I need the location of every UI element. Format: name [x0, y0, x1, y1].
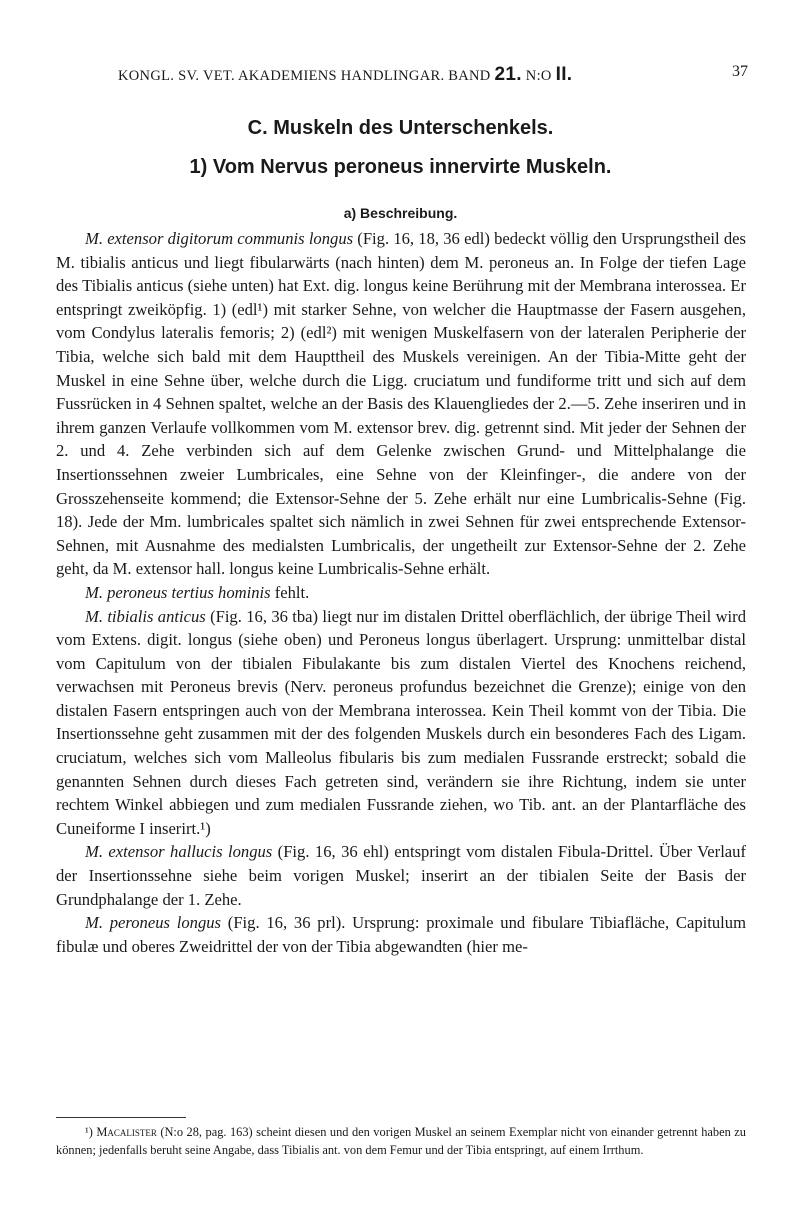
muscle-name: M. tibialis anticus: [85, 606, 206, 626]
footnote: ¹) Macalister (N:o 28, pag. 163) scheint diesen und den vorigen Muskel an seinem Exemplar nicht von einander getrennt haben zu können; jedenfalls beruht seine Angabe, dass Tibialis ant. von dem Femur und der Tibia entspringt, auf einem Irrthum.: [56, 1125, 746, 1157]
paragraph: M. peroneus tertius hominis fehlt.: [85, 582, 310, 602]
body-text: [56, 227, 746, 958]
section-title: C. Muskeln des Unterschenkels.: [247, 117, 554, 139]
page-number: 37: [732, 63, 748, 80]
muscle-name: M. extensor hallucis longus: [85, 842, 273, 862]
running-header: [58, 60, 748, 84]
subsection-title: 1) Vom Nervus peroneus innervirte Muskeln.: [189, 156, 612, 178]
subsubsection-title: a) Beschreibung.: [343, 205, 458, 221]
footnote-author: Macalister: [96, 1125, 157, 1139]
muscle-name: M. extensor digitorum communis longus: [85, 229, 354, 248]
footnote-divider: [56, 1117, 186, 1118]
paragraph: M. tibialis anticus (Fig. 16, 36 tba) liegt nur im distalen Drittel oberflächlich, der übrige Theil wird vom Extens. digit. longus (siehe oben) und Peroneus longus überlagert. Ursprung: unmittelbar distal vom Capitulum von der tibialen Fibulakante bis zum distalen Viertel des Knochens reichend, verwachsen mit Peroneus brevis (Nerv. peroneus profundus bezeichnet die Grenze); einige von den distalen Fasern entspringen auch von der Membrana interossea. Kein Theil kommt von der Tibia. Die Insertionssehne geht zusammen mit der des folgenden Muskels durch ein besonderes Fach des Ligam. cruciatum, welches sich vom Malleolus fibularis bis zum medialen Fussrande erstreckt; sobald die genannten Sehnen durch dieses Fach getreten sind, verändern sie ihre Richtung, indem sie unter rechtem Winkel abbiegen und zum medialen Fussrande ziehen, wo Tib. ant. an der Plantarfläche des Cuneiforme I inserirt.¹): [56, 606, 746, 838]
paragraph: M. extensor hallucis longus (Fig. 16, 36 ehl) entspringt vom distalen Fibula-Drittel. Über Verlauf der Insertionssehne siehe beim vorigen Muskel; inserirt an der tibialen Seite der Basis der Grundphalange der 1. Zehe.: [56, 842, 746, 909]
running-head: KONGL. SV. VET. AKADEMIENS HANDLINGAR. BAND 21. N:O II.: [118, 64, 573, 85]
paragraph: M. extensor digitorum communis longus (Fig. 16, 18, 36 edl) bedeckt völlig den Ursprungstheil des M. tibialis anticus und liegt fibularwärts (nach hinten) dem M. peroneus an. In Folge der tiefen Lage des Tibialis anticus (siehe unten) hat Ext. dig. longus keine Berührung mit der Membrana interossea. Er entspringt zweiköpfig. 1) (edl¹) mit starker Sehne, von welcher die Hauptmasse der Fasern ausgehen, vom Condylus lateralis femoris; 2) (edl²) mit wenigen Muskelfasern von der lateralen Peripherie der Tibia, welche sich bald mit dem Haupttheil des Muskels vereinigen. An der Tibia-Mitte geht der Muskel in eine Sehne über, welche durch die Ligg. cruciatum und fundiforme tritt und sich auf dem Fussrücken in 4 Sehnen spaltet, welche an der Basis des Klauengliedes der 2.—5. Zehe inseriren und in ihrem ganzen Verlaufe vollkommen vom M. extensor brev. dig. getrennt sind. Mit jeder der Sehnen der 2. und 4. Zehe verbinden sich auf dem Gelenke zwischen Grund- und Mittelphalange die Insertionssehnen zweier Lumbricales, eine Sehne von der Kleinfinger-, die andere von der Grosszehenseite kommend; die Extensor-Sehne der 5. Zehe erhält nur eine Lumbricalis-Sehne (Fig. 18). Jede der Mm. lumbricales spaltet sich nämlich in zwei Sehnen für zwei entsprechende Extensor-Sehnen, mit Ausnahme des medialsten Lumbricalis, der ungetheilt zur Extensor-Sehne der 2. Zehe geht, da M. extensor hall. longus keine Lumbricalis-Sehne erhält.: [56, 229, 746, 579]
muscle-name: M. peroneus tertius hominis: [85, 582, 271, 602]
muscle-name: M. peroneus longus: [85, 913, 222, 933]
paragraph: M. peroneus longus (Fig. 16, 36 prl). Ursprung: proximale und fibulare Tibiafläche, Capitulum fibulæ und oberes Zweidrittel der von der Tibia abgewandten (hier me-: [56, 913, 746, 956]
